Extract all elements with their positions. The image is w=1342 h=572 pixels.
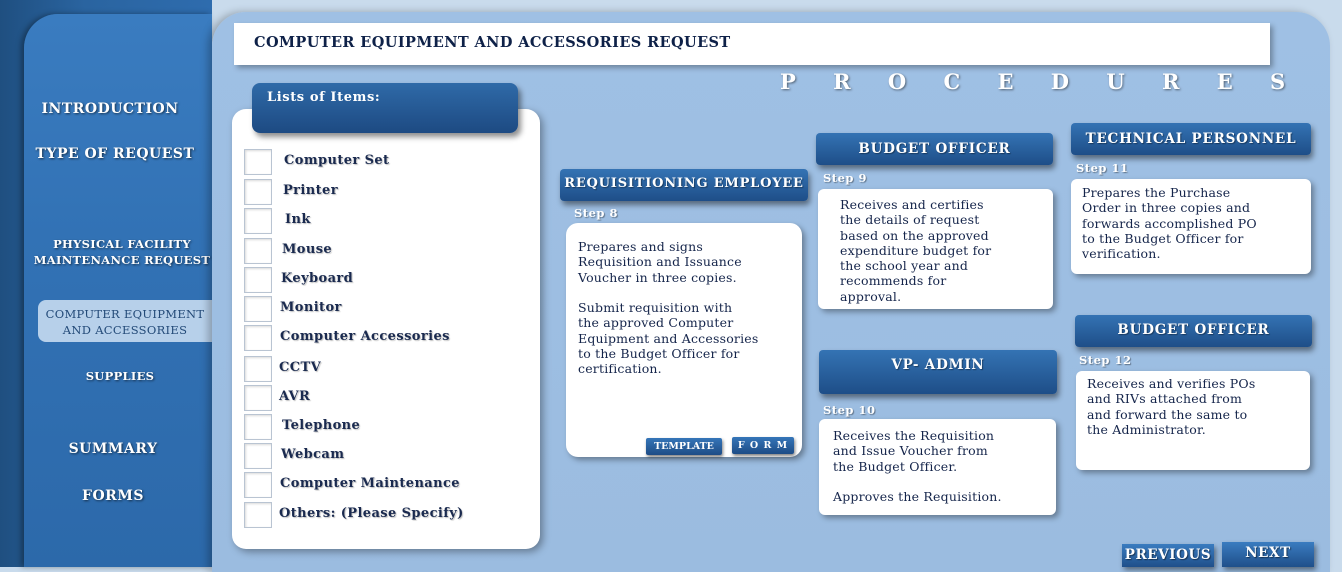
budget-officer-header-step12: BUDGET OFFICER [1075,315,1312,347]
item-label: CCTV [279,360,322,375]
step-8-label: Step 8 [574,206,618,220]
item-checkbox[interactable] [244,325,272,351]
item-checkbox[interactable] [244,443,272,469]
sidebar-item-supplies[interactable]: SUPPLIES [85,369,155,383]
step-11-label: Step 11 [1076,161,1129,175]
previous-button[interactable]: PREVIOUS [1122,544,1214,567]
step-12-text: Receives and verifies POs and RIVs attached from and forward the same to the Administrator. [1087,376,1256,437]
template-button[interactable]: TEMPLATE [646,438,722,455]
sidebar-item-introduction[interactable]: INTRODUCTION [41,101,179,117]
item-checkbox[interactable] [244,296,272,322]
item-label: Mouse [282,242,333,257]
requisitioning-employee-header: REQUISITIONING EMPLOYEE [560,169,808,201]
form-button[interactable]: F O R M [732,437,794,454]
item-checkbox[interactable] [244,472,272,498]
step-9-label: Step 9 [823,171,867,185]
item-checkbox[interactable] [244,414,272,440]
sidebar-item-physical-facility[interactable]: PHYSICAL FACILITY MAINTENANCE REQUEST [33,237,211,267]
item-checkbox[interactable] [244,385,272,411]
step-10-text: Receives the Requisition and Issue Voucher from the Budget Officer. Approves the Requisition. [833,428,1002,505]
page-title: COMPUTER EQUIPMENT AND ACCESSORIES REQUEST [254,34,731,51]
item-label: Computer Set [284,153,390,168]
step-9-text: Receives and certifies the details of request based on the approved expenditure budget for the school year and recommends for approval. [840,197,992,304]
sidebar [24,14,212,567]
next-button[interactable]: NEXT [1222,542,1314,567]
item-label: Keyboard [281,271,354,286]
item-checkbox[interactable] [244,267,272,293]
item-label: Others: (Please Specify) [279,506,464,521]
item-checkbox[interactable] [244,238,272,264]
technical-personnel-header: TECHNICAL PERSONNEL [1071,123,1311,155]
item-label: Telephone [282,418,361,433]
item-checkbox[interactable] [244,208,272,234]
item-label: Webcam [281,447,345,462]
step-10-label: Step 10 [823,403,876,417]
item-label: Computer Maintenance [280,476,460,491]
step-12-label: Step 12 [1079,353,1132,367]
item-checkbox[interactable] [244,502,272,528]
item-label: Monitor [280,300,342,315]
budget-officer-header-step9: BUDGET OFFICER [816,133,1053,165]
item-label: Ink [285,212,311,227]
item-label: Printer [283,183,338,198]
sidebar-item-summary[interactable]: SUMMARY [68,441,158,457]
sidebar-item-computer-equipment[interactable]: COMPUTER EQUIPMENT AND ACCESSORIES [38,300,212,342]
vp-admin-header: VP- ADMIN [819,350,1057,394]
procedures-heading: P R O C E D U R E S [780,69,1301,94]
step-11-text: Prepares the Purchase Order in three copies and forwards accomplished PO to the Budget Officer for verification. [1082,185,1257,262]
sidebar-item-forms[interactable]: FORMS [82,488,144,504]
item-label: Computer Accessories [280,329,450,344]
item-checkbox[interactable] [244,356,272,382]
item-label: AVR [279,389,311,404]
item-checkbox[interactable] [244,149,272,175]
step-8-text: Prepares and signs Requisition and Issuance Voucher in three copies. Submit requisition with the approved Computer Equipment and Accessories to the Budget Officer for certification. [578,239,759,377]
item-checkbox[interactable] [244,179,272,205]
sidebar-item-type-of-request[interactable]: TYPE OF REQUEST [35,146,195,162]
items-list-title: Lists of Items: [267,90,381,105]
